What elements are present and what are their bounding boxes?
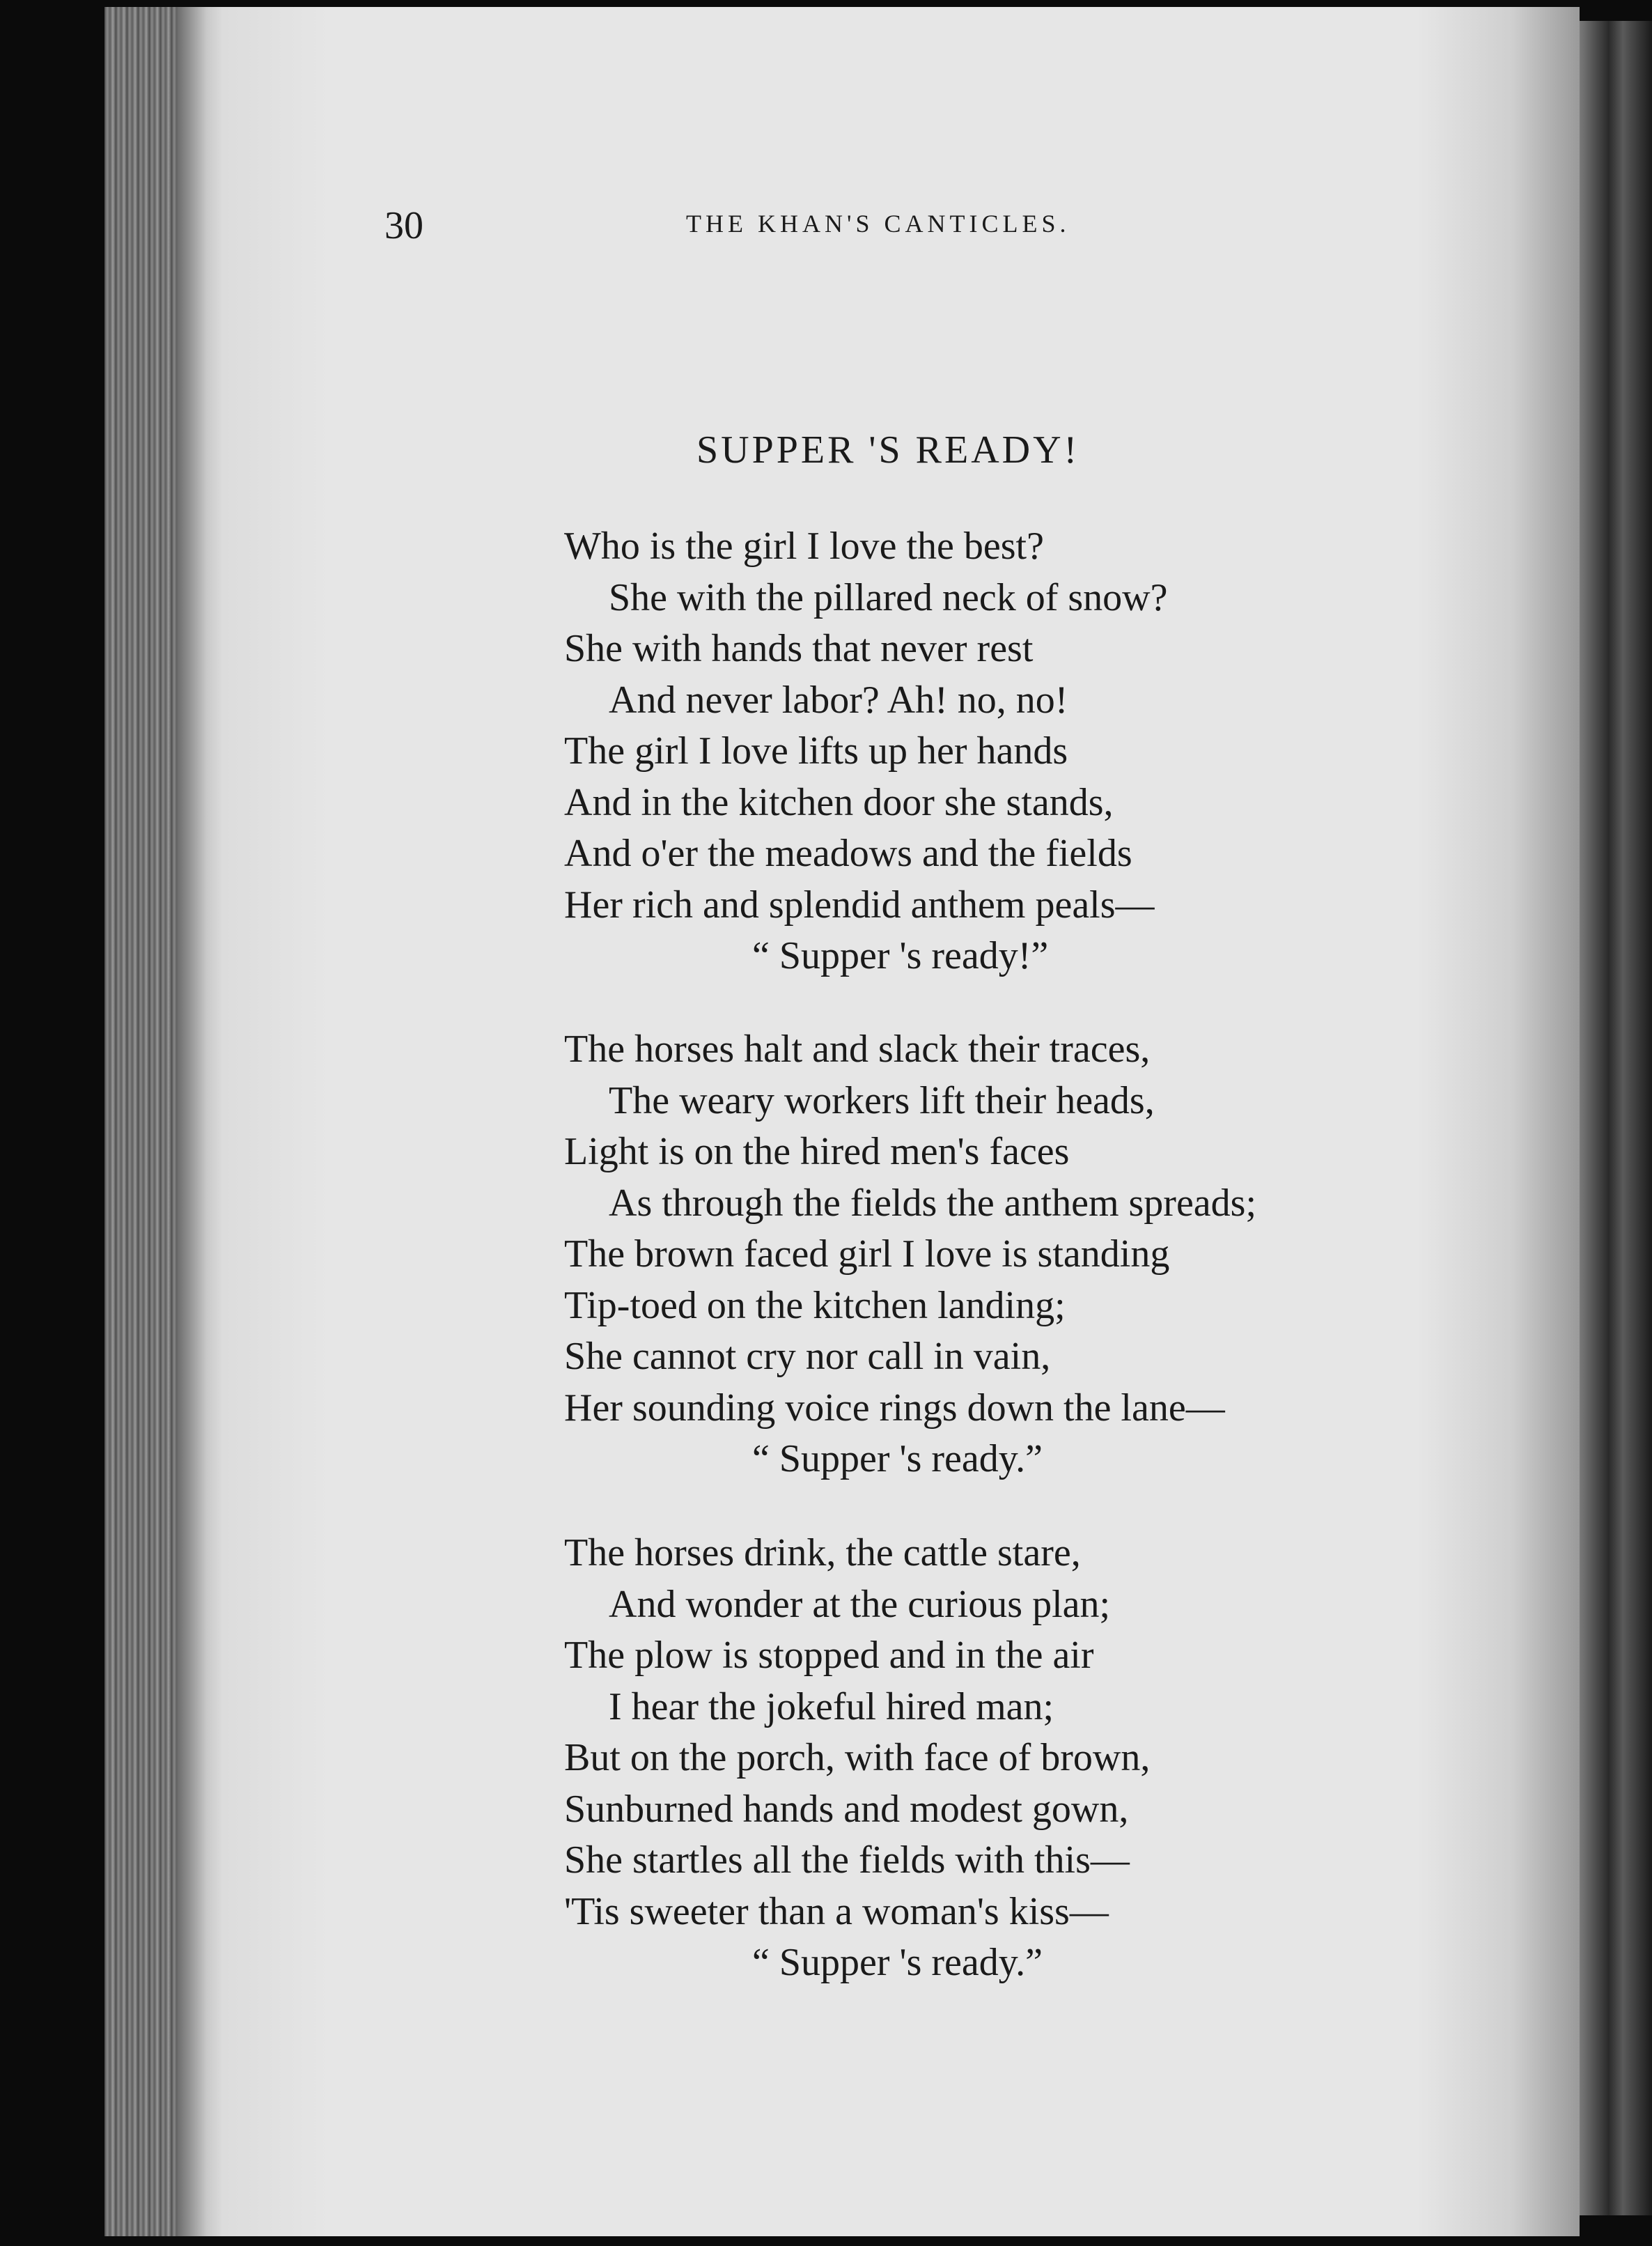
poem-line: Light is on the hired men's faces [564,1130,1070,1173]
poem-line: The brown faced girl I love is standing [564,1232,1170,1276]
poem-line: And wonder at the curious plan; [609,1582,1111,1626]
poem-line: As through the fields the anthem spreads; [609,1181,1257,1225]
book-gutter [178,7,226,2236]
poem-title: SUPPER 'S READY! [696,428,1080,472]
stanza-3 [564,1528,1150,1989]
poem-line: And o'er the meadows and the fields [564,832,1132,875]
poem-line: The weary workers lift their heads, [609,1078,1155,1122]
poem-line: 'Tis sweeter than a woman's kiss— [564,1889,1109,1933]
poem-line: She cannot cry nor call in vain, [564,1335,1051,1378]
poem-line: The horses drink, the cattle stare, [564,1531,1081,1574]
poem-line: Tip-toed on the kitchen landing; [564,1283,1066,1327]
running-head: THE KHAN'S CANTICLES. [686,210,1070,238]
poem-line: But on the porch, with face of brown, [564,1736,1151,1779]
poem-line: The horses halt and slack their traces, [564,1028,1151,1071]
poem-line: And never labor? Ah! no, no! [609,678,1068,722]
poem-line: She with hands that never rest [564,627,1034,670]
poem-line: And in the kitchen door she stands, [564,780,1114,824]
refrain-line: “ Supper 's ready.” [752,1941,1043,1984]
poem-line: Her sounding voice rings down the lane— [564,1386,1225,1430]
poem-line: She with the pillared neck of snow? [609,575,1168,619]
poem-line: The plow is stopped and in the air [564,1634,1094,1677]
book-fore-edge-shadow [1580,21,1652,2215]
poem-line: Her rich and splendid anthem peals— [564,883,1155,927]
page-number: 30 [384,204,423,247]
stanza-1 [564,521,1167,982]
poem-line: Who is the girl I love the best? [564,525,1044,568]
refrain-line: “ Supper 's ready.” [752,1437,1043,1480]
poem-line: She startles all the fields with this— [564,1838,1130,1882]
poem-line: Sunburned hands and modest gown, [564,1787,1129,1831]
poem-line: The girl I love lifts up her hands [564,729,1068,773]
poem-line: I hear the jokeful hired man; [609,1684,1054,1728]
refrain-line: “ Supper 's ready!” [752,934,1049,977]
stanza-2 [564,1024,1256,1485]
